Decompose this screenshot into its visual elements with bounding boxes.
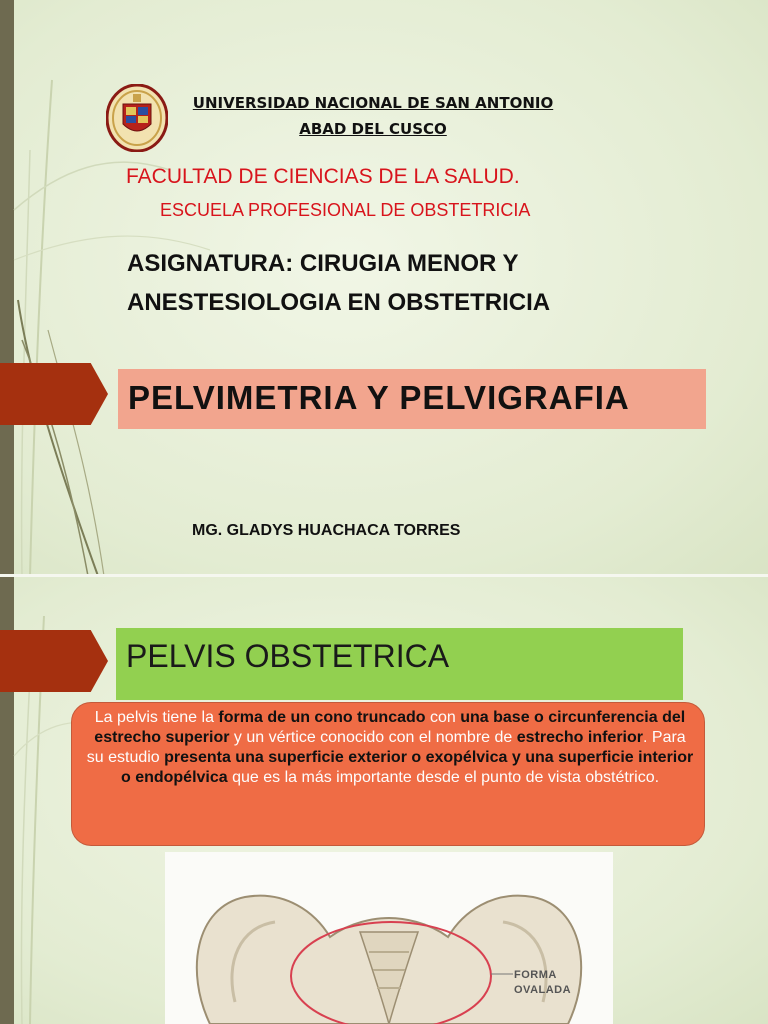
image-label-line2: OVALADA — [514, 984, 572, 996]
definition-segment: La pelvis tiene la — [94, 709, 219, 726]
university-name-line1: UNIVERSIDAD NACIONAL DE SAN ANTONIO — [192, 94, 554, 112]
image-label-line1: FORMA — [514, 969, 557, 981]
arrow-banner — [0, 363, 108, 425]
definition-segment: con — [425, 709, 461, 726]
topic-title: PELVIMETRIA Y PELVIGRAFIA — [128, 379, 630, 416]
definition-bold-segment: una base o circunferencia del estrecho superior — [94, 709, 686, 746]
definition-bold-segment: estrecho inferior — [516, 729, 643, 746]
pelvis-drawing — [165, 852, 613, 1024]
definition-segment: . Para su estudio — [86, 729, 686, 766]
pelvis-illustration — [165, 852, 613, 1024]
section-title: PELVIS OBSTETRICA — [126, 638, 450, 674]
definition-segment: y un vértice conocido con el nombre de — [229, 729, 517, 746]
definition-bold-segment: forma de un cono truncado — [218, 709, 426, 726]
faculty-title: FACULTAD DE CIENCIAS DE LA SALUD. — [126, 165, 520, 188]
school-title: ESCUELA PROFESIONAL DE OBSTETRICIA — [160, 200, 531, 220]
topic-banner — [118, 369, 706, 429]
subject-line1: ASIGNATURA: CIRUGIA MENOR Y — [127, 250, 519, 277]
slide-divider — [0, 574, 768, 577]
definition-box — [71, 702, 705, 846]
definition-bold-segment: presenta una superficie exterior o exopélvica y una superficie interior o endopélvica — [120, 749, 694, 786]
definition-segment: que es la más importante desde el punto de vista obstétrico. — [227, 769, 660, 786]
content-slide — [0, 576, 768, 1024]
author-name: MG. GLADYS HUACHACA TORRES — [192, 522, 461, 539]
definition-text — [86, 708, 694, 788]
subject-line2: ANESTESIOLOGIA EN OBSTETRICIA — [127, 289, 551, 316]
arrow-banner — [0, 630, 108, 692]
section-title-box — [116, 628, 683, 700]
university-name-line2: ABAD DEL CUSCO — [299, 120, 447, 138]
